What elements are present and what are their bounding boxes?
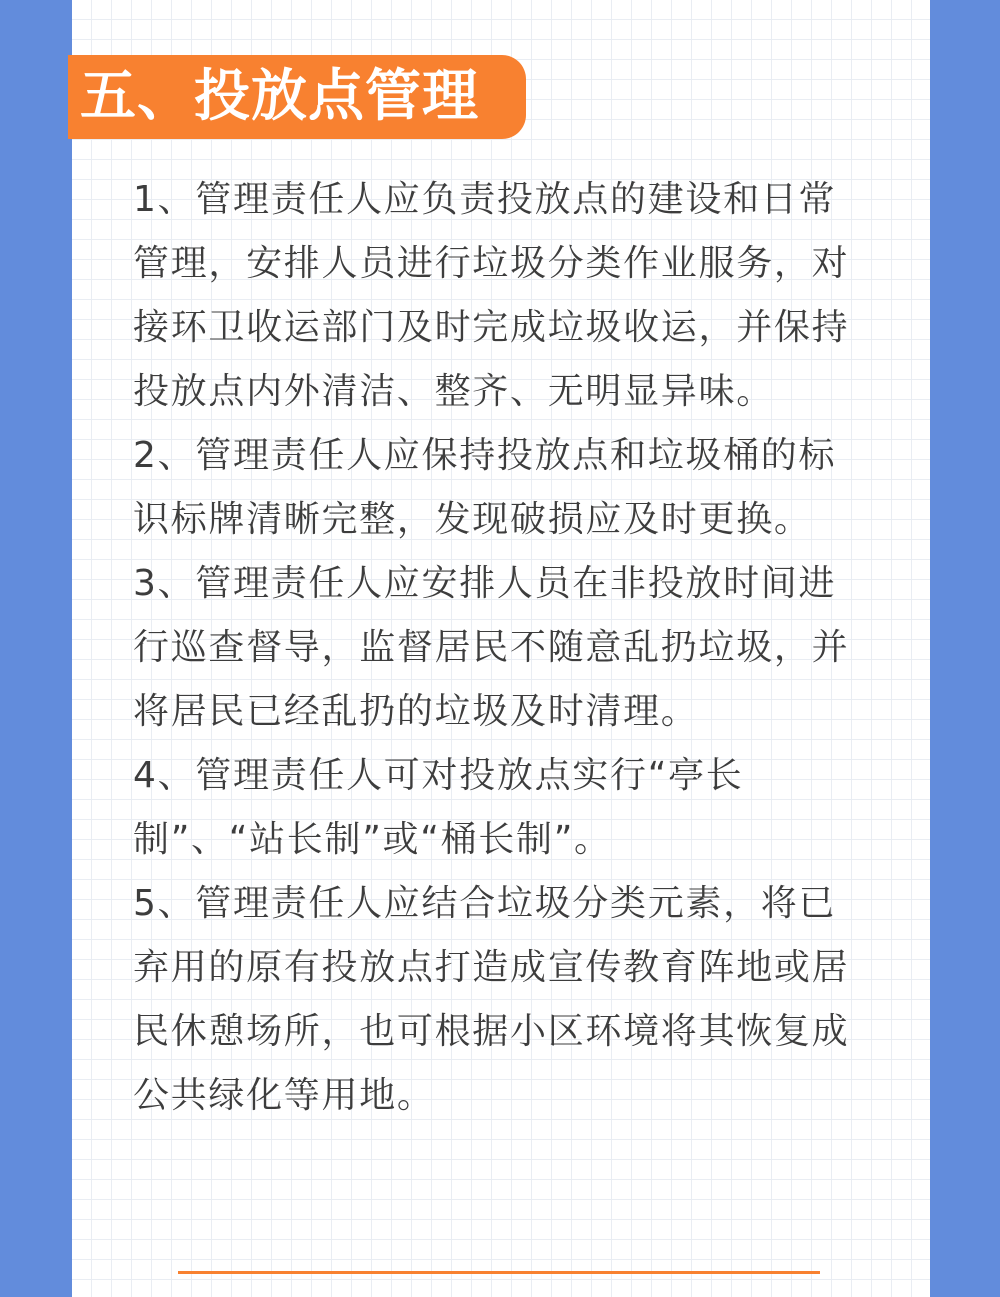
footer-divider bbox=[178, 1271, 820, 1274]
rule-paragraph-1: 1、管理责任人应负责投放点的建设和日常管理，安排人员进行垃圾分类作业服务，对接环卫收运部门及时完成垃圾收运，并保持投放点内外清洁、整齐、无明显异味。 bbox=[133, 179, 850, 412]
rule-paragraph-4: 4、管理责任人可对投放点实行“亭长制”、“站长制”或“桶长制”。 bbox=[133, 755, 744, 860]
rules-list bbox=[133, 168, 868, 1128]
section-title-tag bbox=[68, 55, 526, 139]
section-title: 五、投放点管理 bbox=[80, 64, 479, 129]
rule-paragraph-3: 3、管理责任人应安排人员在非投放时间进行巡查督导，监督居民不随意乱扔垃圾，并将居民已经乱扔的垃圾及时清理。 bbox=[133, 563, 850, 732]
rule-paragraph-2: 2、管理责任人应保持投放点和垃圾桶的标识标牌清晰完整，发现破损应及时更换。 bbox=[133, 435, 837, 540]
rule-paragraph-5: 5、管理责任人应结合垃圾分类元素，将已弃用的原有投放点打造成宣传教育阵地或居民休憩场所，也可根据小区环境将其恢复成公共绿化等用地。 bbox=[133, 883, 850, 1116]
